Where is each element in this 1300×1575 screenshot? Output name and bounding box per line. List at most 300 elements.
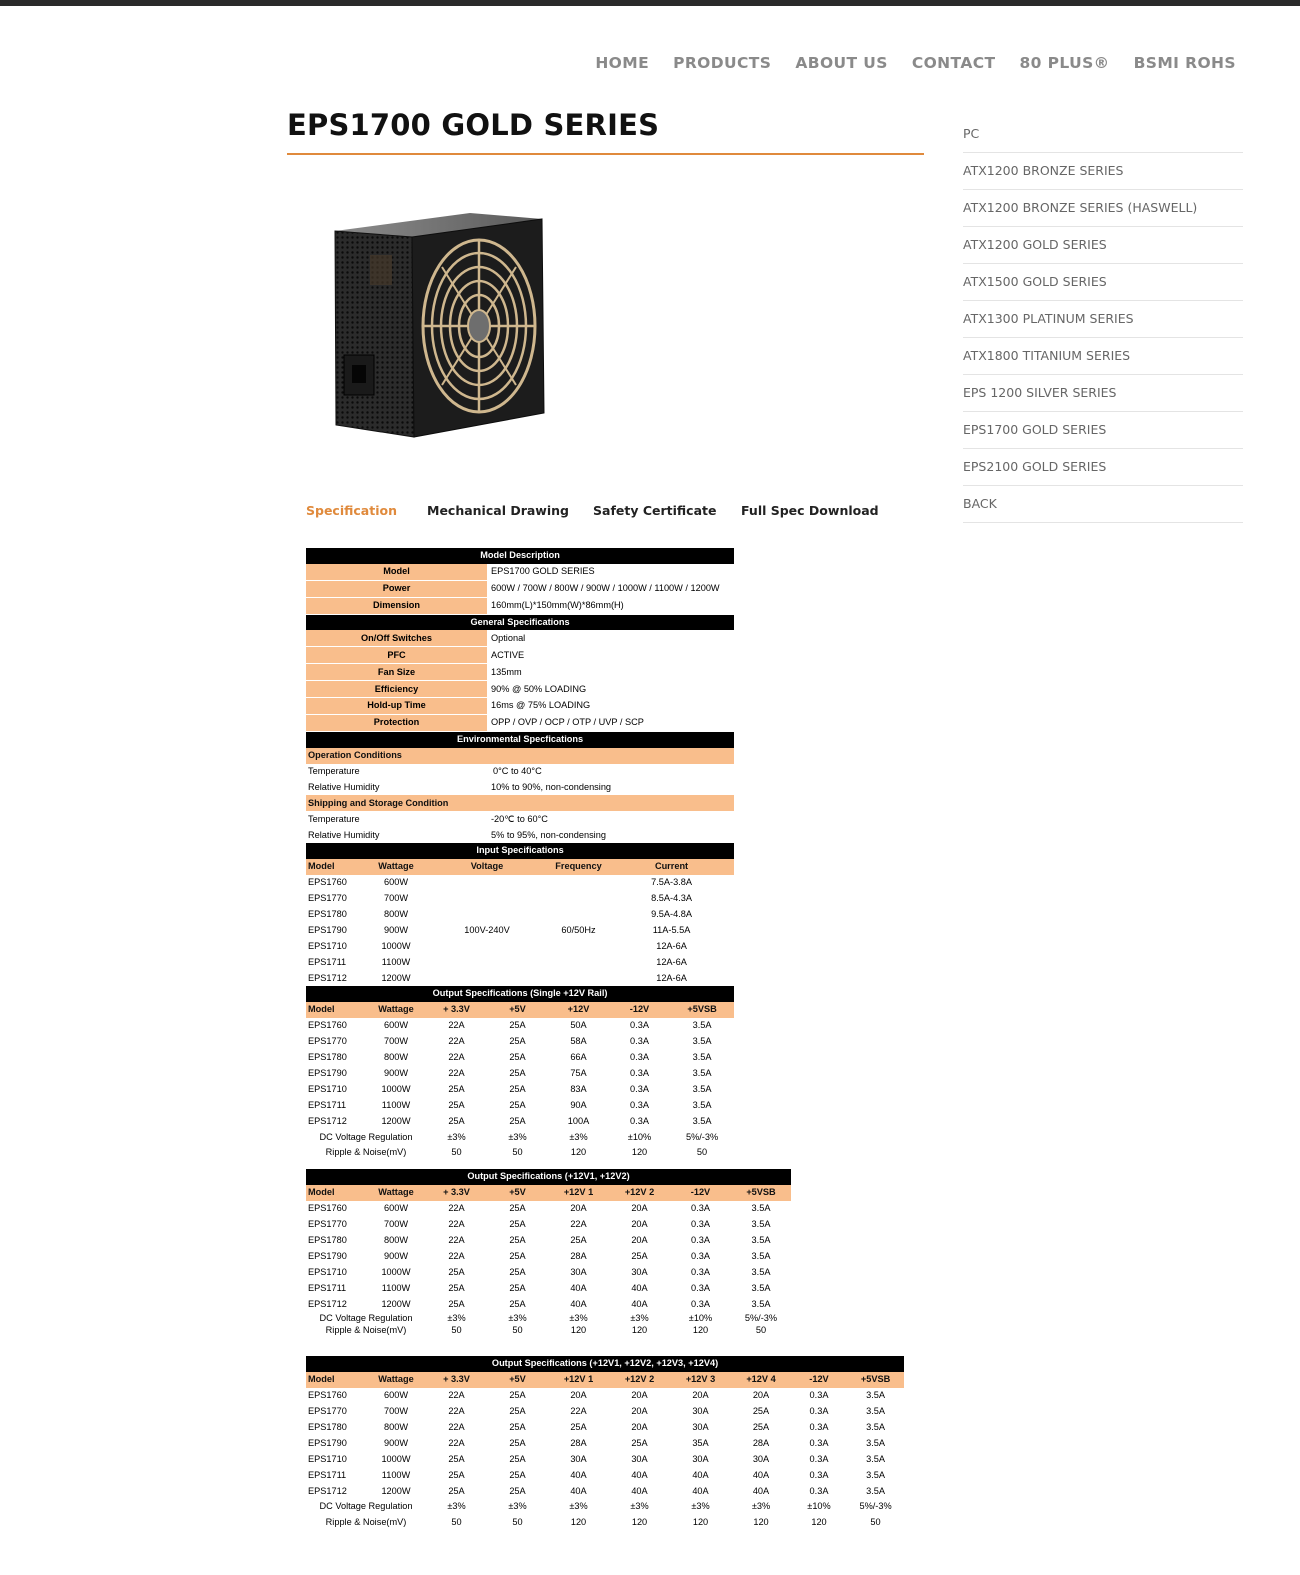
out3-cell: 800W (383, 1422, 408, 1432)
out2-cell: 50 (451, 1325, 462, 1336)
nav-products[interactable]: PRODUCTS (673, 54, 772, 72)
out1-cell: EPS1780 (308, 1052, 347, 1063)
out3-cell: 25A (448, 1485, 465, 1496)
input-model: EPS1770 (308, 893, 347, 904)
out2-cell: 0.3A (691, 1219, 710, 1230)
out2-cell: 22A (448, 1235, 465, 1245)
out1-cell: 0.3A (630, 1052, 649, 1063)
out1-cell: 25A (509, 1099, 526, 1110)
out1-cell: 5%/-3% (685, 1131, 719, 1142)
out1-cell: 50 (512, 1147, 523, 1158)
out3-cell: 40A (752, 1485, 770, 1496)
out1-cell: 50 (451, 1147, 462, 1158)
out1-col: +5V (487, 1002, 548, 1018)
out1-cell: 0.3A (630, 1036, 649, 1047)
out3-col: + 3.3V (426, 1372, 487, 1388)
output-quad-rail-header: Output Specifications (+12V1, +12V2, +12V3, +12V4) (306, 1356, 904, 1372)
main-nav (595, 54, 1236, 72)
fan-size-value: 135mm (487, 664, 734, 681)
out3-cell: 900W (383, 1437, 408, 1448)
out3-cell: 25A (509, 1437, 526, 1448)
out3-cell: 25A (509, 1422, 526, 1432)
out3-cell: 1100W (381, 1469, 411, 1480)
input-current: 12A-6A (656, 956, 687, 967)
out2-cell: 50 (512, 1325, 523, 1336)
out1-cell: ±3% (508, 1131, 527, 1142)
out1-col: Model (306, 1002, 366, 1018)
out3-cell: 22A (448, 1390, 465, 1401)
out2-regulation-label: DC Voltage Regulation (319, 1313, 413, 1324)
general-specifications-header: General Specifications (306, 614, 734, 630)
protection-value: OPP / OVP / OCP / OTP / UVP / SCP (487, 714, 734, 731)
out2-cell: EPS1710 (308, 1266, 347, 1277)
out1-cell: 58A (570, 1036, 587, 1047)
out2-cell: 3.5A (751, 1282, 771, 1293)
title-divider (287, 153, 924, 155)
out1-cell: 600W (383, 1020, 408, 1031)
out2-cell: 120 (631, 1325, 648, 1336)
efficiency-value: 90% @ 50% LOADING (487, 681, 734, 698)
out3-cell: 25A (509, 1453, 526, 1464)
nav-contact[interactable]: CONTACT (911, 54, 996, 72)
spec-table-main (306, 548, 734, 1161)
protection-label: Protection (306, 714, 487, 731)
out2-cell: 0.3A (691, 1298, 710, 1309)
input-col-voltage: Voltage (426, 859, 548, 875)
out1-cell: 0.3A (630, 1067, 649, 1078)
out2-cell: EPS1760 (308, 1203, 347, 1214)
input-frequency-value: 60/50Hz (561, 924, 596, 935)
sidebar-item-pc[interactable]: PC (963, 116, 1243, 153)
tab-safety-certificate[interactable]: Safety Certificate (593, 503, 717, 518)
out2-cell: 30A (631, 1266, 648, 1277)
out3-cell: 3.5A (866, 1469, 885, 1480)
out1-cell: ±10% (627, 1131, 652, 1142)
storage-temperature-label: Temperature (308, 813, 360, 824)
input-wattage: 1000W (381, 940, 411, 951)
out3-cell: 0.3A (809, 1390, 829, 1401)
fan-size-label: Fan Size (306, 664, 487, 681)
input-col-frequency: Frequency (548, 859, 609, 875)
nav-home[interactable]: HOME (595, 54, 650, 72)
out1-cell: 800W (383, 1052, 408, 1063)
pfc-value: ACTIVE (487, 647, 734, 664)
out1-cell: 25A (448, 1099, 465, 1110)
out1-cell: 25A (448, 1115, 465, 1126)
out1-cell: 25A (509, 1083, 526, 1094)
out2-cell: ±3% (508, 1313, 527, 1324)
out2-cell: 40A (570, 1282, 587, 1293)
hold-up-label: Hold-up Time (306, 698, 487, 715)
out2-cell: 3.5A (751, 1219, 771, 1230)
out3-cell: 20A (692, 1390, 709, 1401)
out3-cell: EPS1711 (308, 1469, 347, 1480)
nav-about-us[interactable]: ABOUT US (795, 54, 888, 72)
out3-cell: ±3% (630, 1501, 649, 1512)
out3-cell: 0.3A (809, 1453, 829, 1464)
out3-col: Wattage (366, 1372, 426, 1388)
output-dual-rail-header: Output Specifications (+12V1, +12V2) (306, 1169, 791, 1185)
out1-cell: 25A (509, 1036, 526, 1047)
out3-cell: 120 (692, 1517, 709, 1528)
out1-regulation-label: DC Voltage Regulation (319, 1131, 413, 1142)
dimension-label: Dimension (306, 597, 487, 614)
out2-cell: 0.3A (691, 1203, 710, 1214)
out2-cell: 25A (570, 1235, 587, 1245)
out3-cell: 30A (570, 1453, 587, 1464)
sidebar-item-back[interactable]: BACK (963, 486, 1243, 523)
out2-cell: 25A (509, 1266, 526, 1277)
out1-cell: 22A (448, 1067, 465, 1078)
out1-cell: 3.5A (692, 1052, 712, 1063)
out2-cell: 800W (383, 1235, 408, 1245)
out2-cell: ±3% (630, 1313, 649, 1324)
efficiency-label: Efficiency (306, 681, 487, 698)
out1-cell: ±3% (569, 1131, 588, 1142)
out2-cell: 22A (570, 1219, 587, 1230)
out3-cell: 20A (752, 1390, 770, 1401)
power-value: 600W / 700W / 800W / 900W / 1000W / 1100W / 1200W (487, 580, 734, 597)
input-model: EPS1712 (308, 972, 347, 983)
out1-col: +12V (548, 1002, 609, 1018)
out2-cell: 3.5A (751, 1250, 771, 1261)
out2-cell: 25A (631, 1250, 648, 1261)
out3-cell: 120 (753, 1517, 769, 1528)
out2-cell: 3.5A (751, 1203, 771, 1214)
out2-cell: EPS1712 (308, 1298, 347, 1309)
input-model: EPS1760 (308, 877, 347, 888)
out2-col: Wattage (366, 1185, 426, 1201)
model-label: Model (306, 564, 487, 580)
out1-cell: 1000W (381, 1083, 411, 1094)
out3-cell: 120 (570, 1517, 587, 1528)
out2-cell: 40A (631, 1298, 648, 1309)
out2-col: + 3.3V (426, 1185, 487, 1201)
storage-humidity-label: Relative Humidity (308, 829, 380, 840)
out3-cell: 25A (509, 1406, 526, 1417)
out3-cell: 50 (512, 1517, 523, 1528)
out2-col: -12V (670, 1185, 731, 1201)
out3-cell: 120 (811, 1517, 827, 1528)
tab-specification[interactable]: Specification (306, 503, 397, 518)
out3-cell: 28A (752, 1437, 770, 1448)
out2-cell: 0.3A (691, 1250, 710, 1261)
out3-col: +5VSB (847, 1372, 904, 1388)
power-label: Power (306, 580, 487, 597)
out2-cell: 22A (448, 1250, 465, 1261)
out1-cell: 700W (383, 1036, 408, 1047)
out2-cell: 3.5A (751, 1266, 771, 1277)
out3-col: +5V (487, 1372, 548, 1388)
sidebar-item-atx1200-bronze[interactable]: ATX1200 BRONZE SERIES (963, 153, 1243, 190)
out3-col: +12V 2 (609, 1372, 670, 1388)
out1-cell: 0.3A (630, 1115, 649, 1126)
out1-cell: EPS1770 (308, 1036, 347, 1047)
sidebar-item-atx1800-titanium[interactable]: ATX1800 TITANIUM SERIES (963, 338, 1243, 375)
out1-cell: 25A (509, 1115, 526, 1126)
out2-cell: 25A (509, 1235, 526, 1245)
out3-cell: 50 (870, 1517, 881, 1528)
out3-cell: ±3% (569, 1501, 588, 1512)
pfc-label: PFC (306, 647, 487, 664)
out3-cell: 40A (692, 1485, 709, 1496)
out3-cell: 5%/-3% (859, 1501, 892, 1512)
out2-cell: 25A (509, 1203, 526, 1214)
out2-cell: 22A (448, 1219, 465, 1230)
out2-cell: 25A (448, 1266, 465, 1277)
out2-col: Model (306, 1185, 366, 1201)
out1-col: +5VSB (670, 1002, 734, 1018)
out2-cell: 20A (631, 1203, 648, 1214)
out3-cell: 20A (631, 1422, 648, 1432)
out1-cell: 1100W (381, 1099, 411, 1110)
out1-cell: EPS1760 (308, 1020, 347, 1031)
out1-cell: 83A (570, 1083, 587, 1094)
sidebar-item-eps1700-gold[interactable]: EPS1700 GOLD SERIES (963, 412, 1243, 449)
operation-temperature-label: Temperature (308, 766, 360, 777)
environmental-specifications-header: Environmental Specfications (306, 731, 734, 747)
out1-cell: EPS1711 (308, 1099, 347, 1110)
sidebar-item-atx1500-gold[interactable]: ATX1500 GOLD SERIES (963, 264, 1243, 301)
switch-label: On/Off Switches (306, 630, 487, 646)
input-wattage: 1100W (381, 956, 411, 967)
nav-bsmi-rohs[interactable]: BSMI ROHS (1133, 54, 1236, 72)
out1-cell: 100A (567, 1115, 590, 1126)
out1-cell: 3.5A (692, 1115, 712, 1126)
out2-cell: 20A (631, 1235, 648, 1245)
sidebar-item-eps1200-silver[interactable]: EPS 1200 SILVER SERIES (963, 375, 1243, 412)
out3-cell: EPS1712 (308, 1485, 347, 1496)
sidebar-item-atx1200-gold[interactable]: ATX1200 GOLD SERIES (963, 227, 1243, 264)
out3-cell: 50 (451, 1517, 462, 1528)
out2-cell: EPS1770 (308, 1219, 347, 1230)
out3-cell: 25A (752, 1422, 770, 1432)
out3-cell: 0.3A (809, 1437, 829, 1448)
input-col-model: Model (306, 859, 366, 875)
out1-cell: 66A (570, 1052, 587, 1063)
out2-cell: 0.3A (691, 1266, 710, 1277)
input-wattage: 700W (383, 893, 408, 904)
out3-cell: 30A (692, 1453, 709, 1464)
out2-cell: 40A (570, 1298, 587, 1309)
product-sidebar (963, 116, 1243, 523)
out1-cell: 75A (570, 1067, 587, 1078)
storage-humidity-value: 5% to 95%, non-condensing (491, 829, 606, 840)
out1-cell: 120 (570, 1147, 587, 1158)
out3-col: +12V 4 (731, 1372, 791, 1388)
out2-cell: EPS1711 (308, 1282, 347, 1293)
out1-cell: 25A (448, 1083, 465, 1094)
tab-full-spec-download[interactable]: Full Spec Download (741, 503, 879, 518)
out3-cell: 25A (752, 1406, 770, 1417)
output-single-rail-header: Output Specifications (Single +12V Rail) (306, 986, 734, 1002)
out3-cell: EPS1710 (308, 1453, 347, 1464)
out2-cell: 700W (383, 1219, 408, 1230)
out1-col: + 3.3V (426, 1002, 487, 1018)
out3-cell: 0.3A (809, 1406, 829, 1417)
out2-cell: 0.3A (691, 1282, 710, 1293)
out3-cell: 35A (692, 1437, 709, 1448)
out3-cell: 700W (383, 1406, 408, 1417)
out3-cell: 22A (448, 1406, 465, 1417)
out1-cell: 25A (509, 1052, 526, 1063)
out2-cell: 3.5A (751, 1235, 771, 1245)
operation-temperature-value: 0°C to 40°C (493, 766, 542, 777)
out3-col: -12V (791, 1372, 847, 1388)
spec-table-output-dual-rail (306, 1169, 791, 1336)
out3-cell: 1000W (381, 1453, 411, 1464)
page-title: EPS1700 GOLD SERIES (287, 108, 660, 142)
out3-cell: 0.3A (809, 1422, 829, 1432)
nav-80-plus[interactable]: 80 PLUS® (1019, 54, 1110, 72)
out2-cell: 1100W (381, 1282, 411, 1293)
out2-cell: ±3% (447, 1313, 466, 1324)
sidebar-item-atx1300-platinum[interactable]: ATX1300 PLATINUM SERIES (963, 301, 1243, 338)
out2-cell: 25A (509, 1298, 526, 1309)
out3-cell: 20A (570, 1390, 587, 1401)
out2-cell: 40A (631, 1282, 648, 1293)
out1-cell: EPS1712 (308, 1115, 347, 1126)
input-col-wattage: Wattage (366, 859, 426, 875)
out1-cell: 120 (631, 1147, 648, 1158)
out2-cell: 600W (383, 1203, 408, 1214)
out3-cell: 22A (570, 1406, 587, 1417)
out3-cell: EPS1760 (308, 1390, 347, 1401)
input-model: EPS1710 (308, 940, 347, 951)
out2-cell: 25A (448, 1298, 465, 1309)
out3-cell: 3.5A (866, 1485, 885, 1496)
out1-cell: 90A (570, 1099, 587, 1110)
out2-cell: 25A (448, 1282, 465, 1293)
input-current: 7.5A-3.8A (651, 877, 692, 888)
out2-col: +12V 1 (548, 1185, 609, 1201)
input-wattage: 1200W (381, 972, 411, 983)
out2-cell: 120 (570, 1325, 587, 1336)
out2-cell: 22A (448, 1203, 465, 1214)
out1-cell: 22A (448, 1036, 465, 1047)
out3-cell: ±10% (807, 1501, 831, 1512)
storage-temperature-value: -20℃ to 60°C (491, 813, 548, 824)
out2-cell: ±10% (688, 1313, 713, 1324)
input-model: EPS1790 (308, 924, 347, 935)
out3-cell: 40A (752, 1469, 770, 1480)
input-specifications-header: Input Specifications (306, 843, 734, 859)
out1-cell: 0.3A (630, 1083, 649, 1094)
out1-cell: 3.5A (692, 1067, 712, 1078)
out3-cell: 0.3A (809, 1469, 829, 1480)
out1-cell: 22A (448, 1052, 465, 1063)
out2-cell: 1200W (381, 1298, 411, 1309)
out3-cell: 25A (509, 1485, 526, 1496)
out1-cell: 3.5A (692, 1020, 712, 1031)
out2-cell: 50 (755, 1325, 767, 1336)
out3-cell: 40A (570, 1485, 587, 1496)
input-voltage-value: 100V-240V (464, 924, 510, 935)
out3-cell: 3.5A (866, 1437, 885, 1448)
out2-col: +5V (487, 1185, 548, 1201)
out3-cell: 30A (692, 1422, 709, 1432)
out1-ripple-label: Ripple & Noise(mV) (325, 1147, 407, 1158)
out3-cell: ±3% (447, 1501, 466, 1512)
out3-cell: 25A (509, 1469, 526, 1480)
out1-cell: 3.5A (692, 1099, 712, 1110)
top-bar (0, 0, 1300, 6)
input-model: EPS1780 (308, 909, 347, 920)
tab-mechanical-drawing[interactable]: Mechanical Drawing (427, 503, 569, 518)
out2-cell: 120 (692, 1325, 709, 1336)
input-current: 12A-6A (656, 940, 687, 951)
hold-up-value: 16ms @ 75% LOADING (487, 698, 734, 715)
out1-cell: EPS1790 (308, 1067, 347, 1078)
out2-cell: 1000W (381, 1266, 411, 1277)
out3-cell: ±3% (691, 1501, 710, 1512)
out2-ripple-label: Ripple & Noise(mV) (325, 1325, 407, 1336)
input-current: 11A-5.5A (652, 924, 691, 935)
out3-cell: 3.5A (866, 1422, 885, 1432)
out3-cell: 30A (752, 1453, 770, 1464)
out2-cell: EPS1780 (308, 1235, 347, 1245)
out3-cell: EPS1770 (308, 1406, 347, 1417)
out3-col: Model (306, 1372, 366, 1388)
out2-col: +5VSB (731, 1185, 791, 1201)
out2-cell: 25A (509, 1250, 526, 1261)
out1-cell: EPS1710 (308, 1083, 347, 1094)
out2-col: +12V 2 (609, 1185, 670, 1201)
out1-cell: 0.3A (630, 1099, 649, 1110)
power-supply-illustration (330, 205, 550, 445)
out3-cell: 25A (509, 1390, 526, 1401)
out1-cell: 22A (448, 1020, 465, 1031)
out3-cell: 3.5A (866, 1453, 885, 1464)
out1-col: Wattage (366, 1002, 426, 1018)
switch-value: Optional (487, 630, 734, 646)
product-image (330, 205, 550, 445)
out3-cell: 25A (448, 1453, 465, 1464)
out1-cell: 1200W (381, 1115, 411, 1126)
out1-cell: 3.5A (692, 1083, 712, 1094)
out3-cell: 25A (631, 1437, 648, 1448)
out3-cell: 20A (631, 1390, 648, 1401)
out3-cell: 20A (631, 1406, 648, 1417)
input-col-current: Current (609, 859, 734, 875)
input-wattage: 800W (383, 909, 408, 920)
out2-cell: ±3% (569, 1313, 588, 1324)
operation-humidity-value: 10% to 90%, non-condensing (491, 781, 612, 792)
out1-cell: 50 (696, 1147, 708, 1158)
sidebar-item-eps2100-gold[interactable]: EPS2100 GOLD SERIES (963, 449, 1243, 486)
out3-cell: 28A (570, 1437, 587, 1448)
out3-cell: 40A (570, 1469, 587, 1480)
out1-cell: 50A (570, 1020, 587, 1031)
out3-cell: 40A (692, 1469, 709, 1480)
out2-cell: 0.3A (691, 1235, 710, 1245)
out2-cell: 28A (570, 1250, 587, 1261)
out3-cell: 3.5A (866, 1390, 885, 1401)
out3-cell: 1200W (381, 1485, 411, 1496)
out1-cell: 25A (509, 1067, 526, 1078)
out3-cell: EPS1780 (308, 1422, 347, 1432)
out3-cell: 40A (631, 1485, 648, 1496)
dimension-value: 160mm(L)*150mm(W)*86mm(H) (487, 597, 734, 614)
out3-cell: 22A (448, 1422, 465, 1432)
model-description-header: Model Description (306, 548, 734, 564)
out3-cell: 25A (570, 1422, 587, 1432)
spec-table-output-quad-rail (306, 1356, 904, 1531)
out3-cell: 25A (448, 1469, 465, 1480)
out2-cell: 900W (383, 1250, 408, 1261)
sidebar-item-atx1200-bronze-haswell[interactable]: ATX1200 BRONZE SERIES (HASWELL) (963, 190, 1243, 227)
input-wattage: 900W (383, 924, 408, 935)
